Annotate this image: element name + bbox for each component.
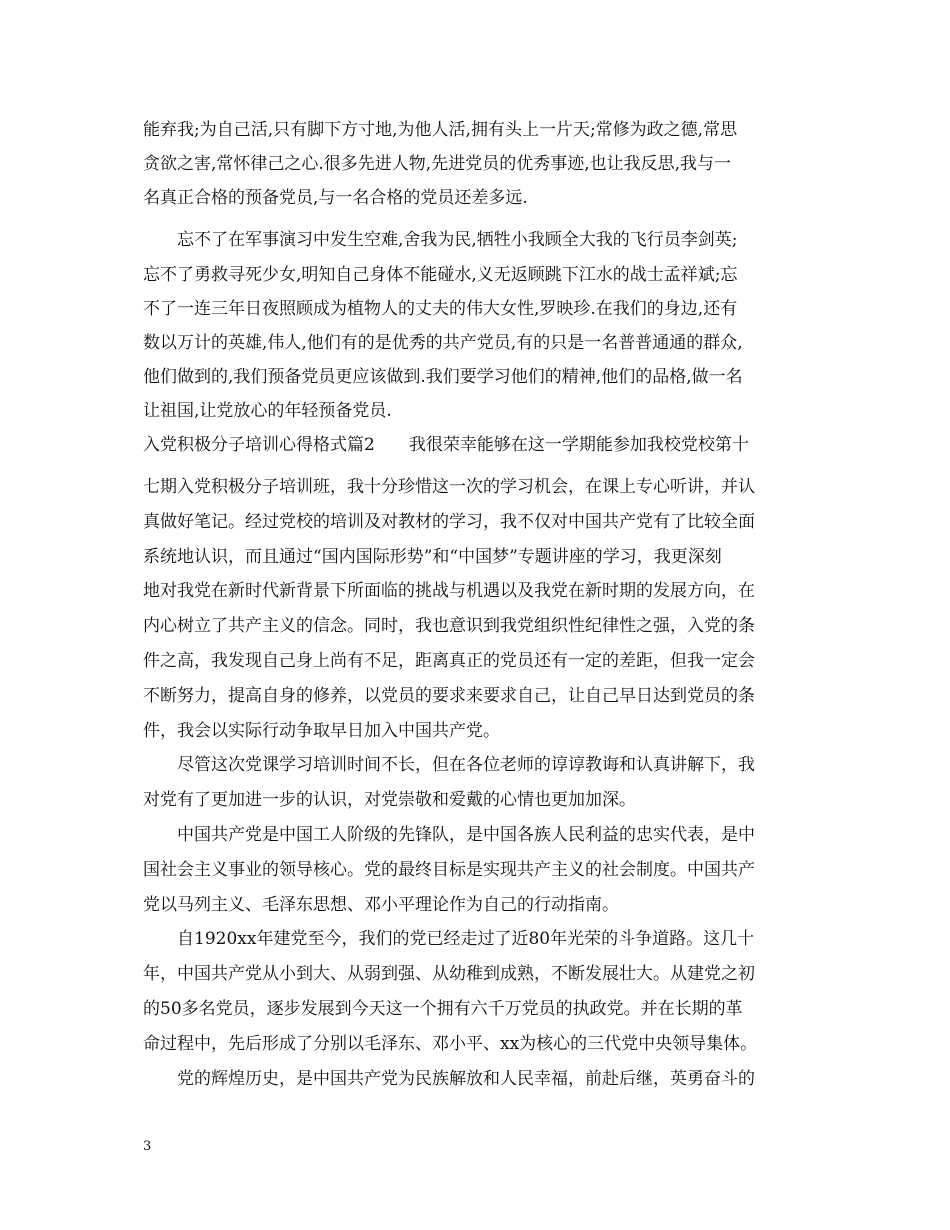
text-line: 他们做到的,我们预备党员更应该做到.我们要学习他们的精神,他们的品格,做一名 — [143, 367, 743, 387]
text-line: 党的辉煌历史，是中国共产党为民族解放和人民幸福，前赴后继，英勇奋斗的 — [177, 1069, 755, 1089]
text-line: 名真正合格的预备党员,与一名合格的党员还差多远. — [143, 188, 528, 208]
text-line: 数以万计的英雄,伟人,他们有的是优秀的共产党员,有的只是一名普普通通的群众, — [143, 333, 743, 353]
text-line: 能弃我;为自己活,只有脚下方寸地,为他人活,拥有头上一片天;常修为政之德,常思 — [143, 120, 738, 140]
text-line: 党以马列主义、毛泽东思想、邓小平理论作为自己的行动指南。 — [143, 895, 619, 915]
text-line: 贪欲之害,常怀律己之心.很多先进人物,先进党员的优秀事迹,也让我反思,我与一 — [143, 154, 732, 174]
text-line: 年，中国共产党从小到大、从弱到强、从幼稚到成熟，不断发展壮大。从建党之初 — [143, 964, 755, 984]
text-line: 不断努力，提高自身的修养，以党员的要求来要求自己，让自己早日达到党员的条 — [143, 686, 755, 706]
text-line: 自1920xx年建党至今，我们的党已经走过了近80年光荣的斗争道路。这几十 — [177, 929, 755, 949]
text-line: 地对我党在新时代新背景下所面临的挑战与机遇以及我党在新时期的发展方向，在 — [143, 581, 755, 601]
text-line: 让祖国,让党放心的年轻预备党员. — [143, 401, 392, 421]
text-line: 命过程中，先后形成了分别以毛泽东、邓小平、xx为核心的三代党中央领导集体。 — [143, 1034, 758, 1054]
text-line: 国社会主义事业的领导核心。党的最终目标是实现共产主义的社会制度。中国共产 — [143, 860, 755, 880]
text-line: 真做好笔记。经过党校的培训及对教材的学习，我不仅对中国共产党有了比较全面 — [143, 512, 755, 532]
text-line: 内心树立了共产主义的信念。同时，我也意识到我党组织性纪律性之强，入党的条 — [143, 616, 755, 636]
text-line: 系统地认识，而且通过“国内国际形势”和“中国梦”专题讲座的学习，我更深刻 — [143, 547, 722, 567]
text-line: 忘不了在军事演习中发生空难,舍我为民,牺牲小我顾全大我的飞行员李剑英; — [177, 230, 738, 250]
text-line: 七期入党积极分子培训班，我十分珍惜这一次的学习机会，在课上专心听讲，并认 — [143, 477, 755, 497]
text-line: 忘不了勇救寻死少女,明知自己身体不能碰水,义无返顾跳下江水的战士孟祥斌;忘 — [143, 265, 738, 285]
page-number: 3 — [143, 1139, 152, 1154]
text-line: 件，我会以实际行动争取早日加入中国共产党。 — [143, 721, 500, 741]
text-line: 对党有了更加进一步的认识，对党崇敬和爱戴的心情也更加加深。 — [143, 790, 636, 810]
section-heading-line: 入党积极分子培训心得格式篇2 我很荣幸能够在这一学期能参加我校党校第十 — [143, 435, 749, 455]
text-line: 尽管这次党课学习培训时间不长，但在各位老师的谆谆教诲和认真讲解下，我 — [177, 755, 755, 775]
text-line: 不了一连三年日夜照顾成为植物人的丈夫的伟大女性,罗映珍.在我们的身边,还有 — [143, 299, 738, 319]
text-line: 的50多名党员，逐步发展到今天这一个拥有六千万党员的执政党。并在长期的革 — [143, 999, 743, 1019]
text-line: 中国共产党是中国工人阶级的先锋队，是中国各族人民利益的忠实代表，是中 — [177, 825, 755, 845]
text-line: 件之高，我发现自己身上尚有不足，距离真正的党员还有一定的差距，但我一定会 — [143, 651, 755, 671]
